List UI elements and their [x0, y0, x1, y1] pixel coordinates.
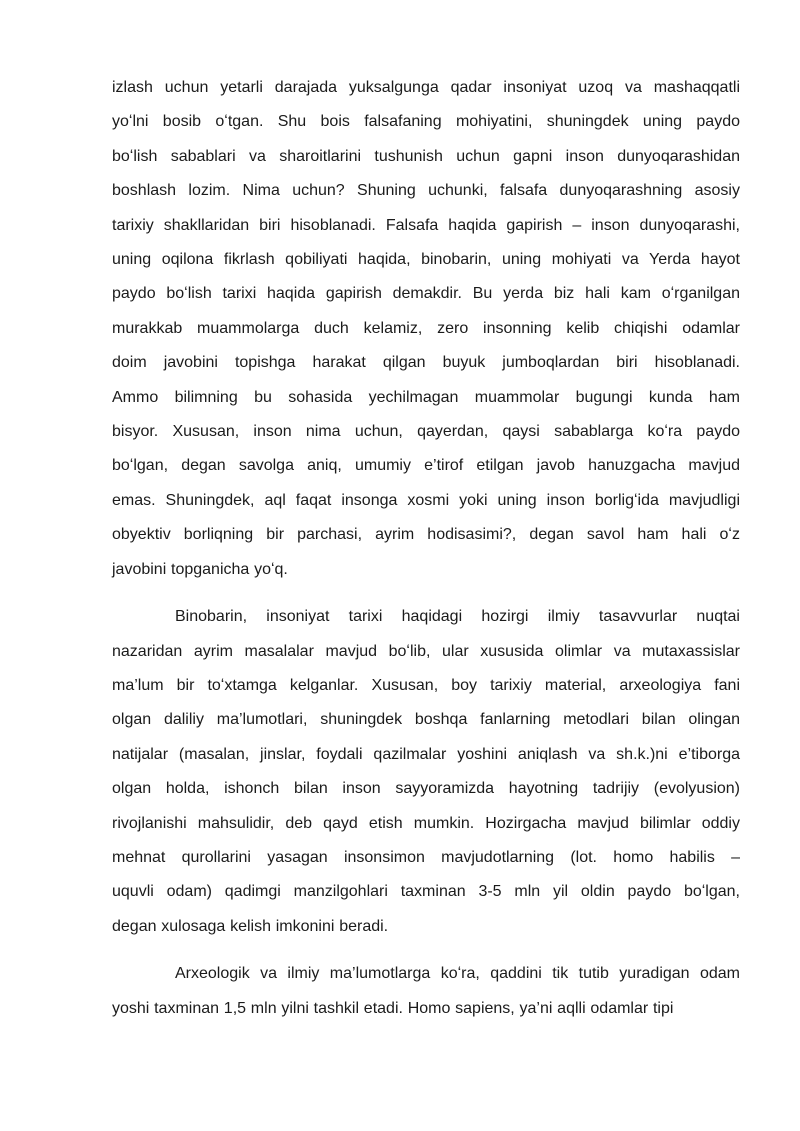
- text-line: emas. Shuningdek, aql faqat insonga xosmi yoki uning inson borligʻida mavjudligi: [112, 491, 740, 509]
- text-line: boshlash lozim. Nima uchun? Shuning uchunki, falsafa dunyoqarashning asosiy: [112, 182, 740, 200]
- paragraph: [112, 957, 740, 1026]
- text-line: boʻlgan, degan savolga aniq, umumiy e’tirof etilgan javob hanuzgacha mavjud: [112, 457, 740, 475]
- text-line: tarixiy shakllaridan biri hisoblanadi. Falsafa haqida gapirish – inson dunyoqarashi,: [112, 216, 740, 234]
- paragraph: [112, 600, 740, 944]
- document-body-text: [112, 71, 740, 1026]
- text-line: natijalar (masalan, jinslar, foydali qazilmalar yoshini aniqlash va sh.k.)ni e’tiborga: [112, 745, 740, 763]
- text-line: degan xulosaga kelish imkonini beradi.: [112, 917, 389, 935]
- text-line: paydo boʻlish tarixi haqida gapirish demakdir. Bu yerda biz hali kam oʻrganilgan: [112, 285, 740, 303]
- text-line: yoshi taxminan 1,5 mln yilni tashkil etadi. Homo sapiens, ya’ni aqlli odamlar tipi: [112, 999, 674, 1017]
- text-line: olgan holda, ishonch bilan inson sayyoramizda hayotning tadrijiy (evolyusion): [112, 780, 740, 798]
- text-line: uquvli odam) qadimgi manzilgohlari taxminan 3-5 mln yil oldin paydo boʻlgan,: [112, 883, 740, 901]
- text-line: uning oqilona fikrlash qobiliyati haqida, binobarin, uning mohiyati va Yerda hayot: [112, 251, 740, 269]
- text-line: yoʻlni bosib oʻtgan. Shu bois falsafaning mohiyatini, shuningdek uning paydo: [112, 113, 740, 131]
- text-line: olgan daliliy ma’lumotlari, shuningdek boshqa fanlarning metodlari bilan olingan: [112, 711, 740, 729]
- text-line: murakkab muammolarga duch kelamiz, zero insonning kelib chiqishi odamlar: [112, 319, 740, 337]
- text-line: doim javobini topishga harakat qilgan buyuk jumboqlardan biri hisoblanadi.: [112, 354, 740, 372]
- text-line: mehnat qurollarini yasagan insonsimon mavjudotlarning (lot. homo habilis –: [112, 848, 740, 866]
- text-line: Binobarin, insoniyat tarixi haqidagi hozirgi ilmiy tasavvurlar nuqtai: [175, 608, 740, 626]
- text-line: bisyor. Xususan, inson nima uchun, qayerdan, qaysi sabablarga koʻra paydo: [112, 423, 740, 441]
- text-line: rivojlanishi mahsulidir, deb qayd etish mumkin. Hozirgacha mavjud bilimlar oddiy: [112, 814, 740, 832]
- text-line: boʻlish sabablari va sharoitlarini tushunish uchun gapni inson dunyoqarashidan: [112, 147, 740, 165]
- text-line: nazaridan ayrim masalalar mavjud boʻlib, ular xususida olimlar va mutaxassislar: [112, 642, 740, 660]
- text-line: obyektiv borliqning bir parchasi, ayrim hodisasimi?, degan savol ham hali oʻz: [112, 526, 740, 544]
- text-line: izlash uchun yetarli darajada yuksalgunga qadar insoniyat uzoq va mashaqqatli: [112, 79, 740, 96]
- text-line: javobini topganicha yoʻq.: [112, 560, 288, 578]
- paragraph: [112, 71, 740, 587]
- text-line: Arxeologik va ilmiy ma’lumotlarga koʻra, qaddini tik tutib yuradigan odam: [175, 965, 740, 983]
- text-line: Ammo bilimning bu sohasida yechilmagan muammolar bugungi kunda ham: [112, 388, 740, 406]
- text-line: ma’lum bir toʻxtamga kelganlar. Xususan, boy tarixiy material, arxeologiya fani: [112, 676, 740, 694]
